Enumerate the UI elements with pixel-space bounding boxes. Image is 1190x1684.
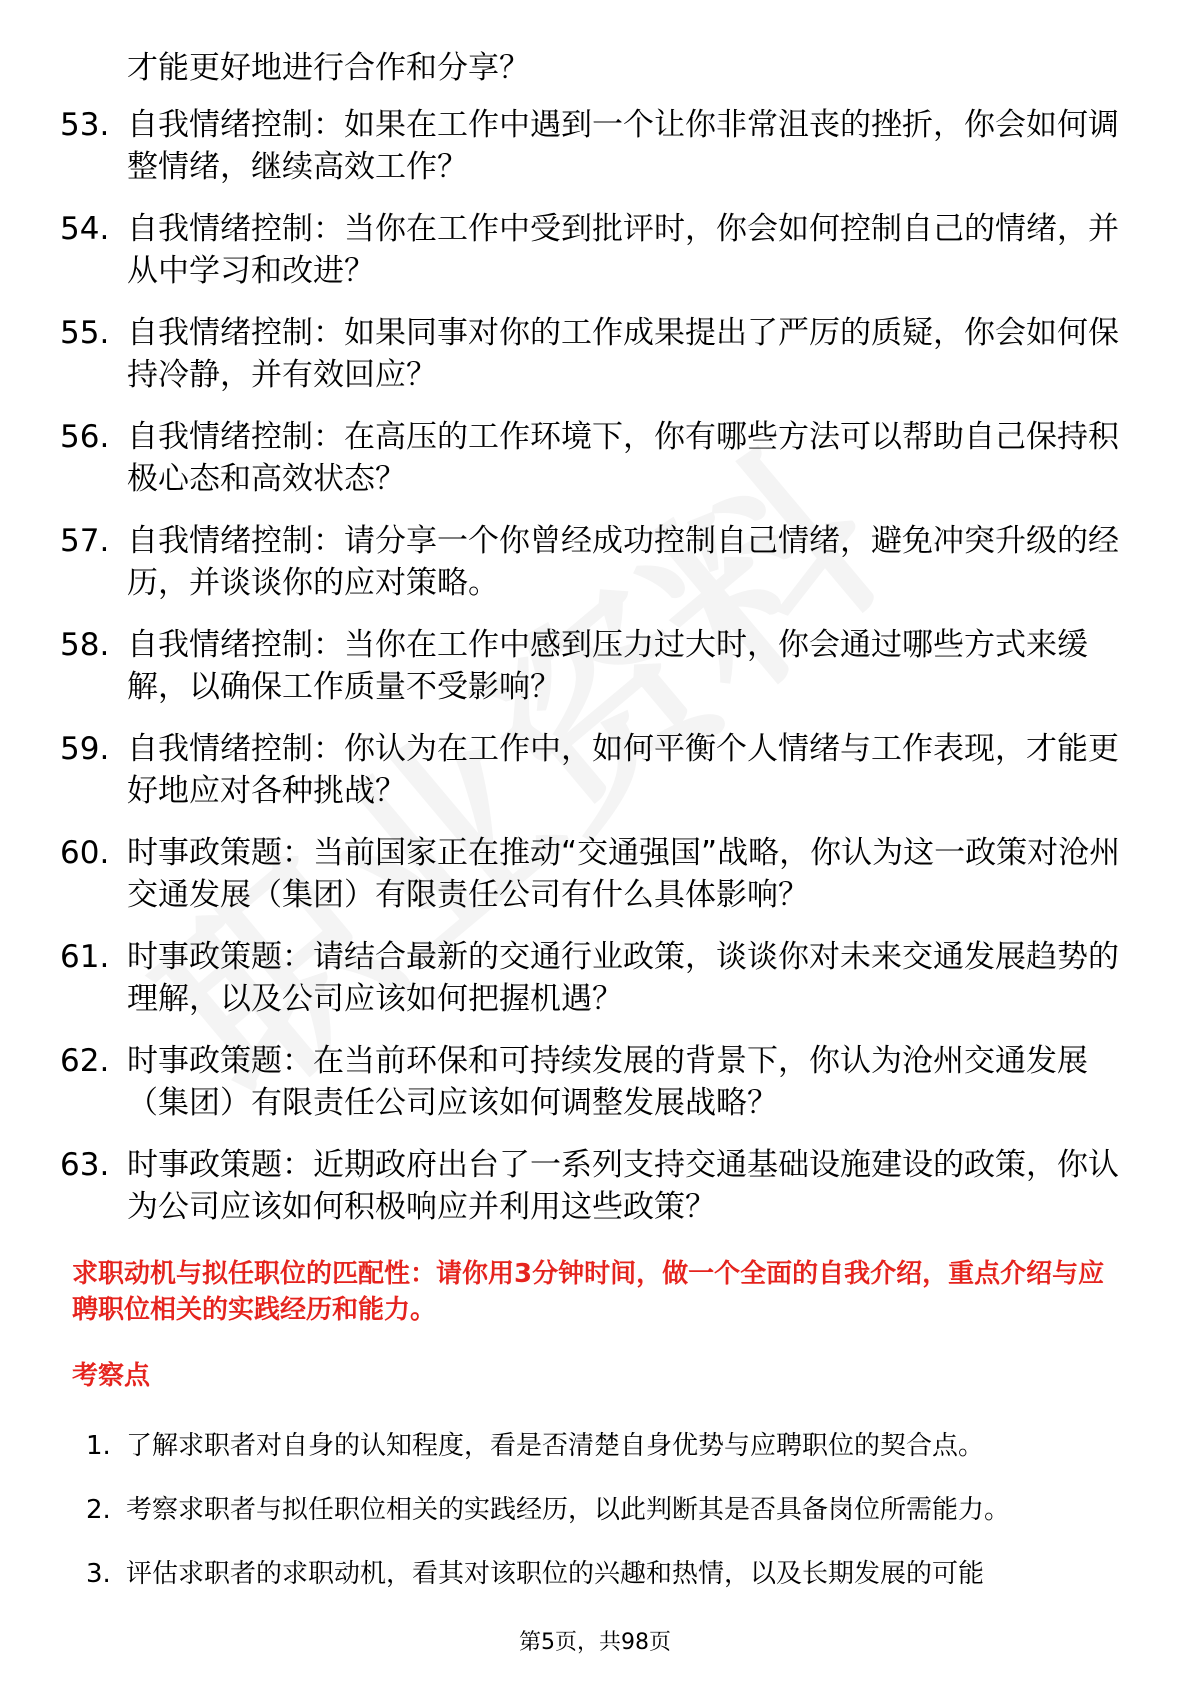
question-number: 55. xyxy=(60,315,110,351)
question-text: 自我情绪控制：你认为在工作中，如何平衡个人情绪与工作表现，才能更好地应对各种挑战？ xyxy=(127,731,1119,809)
list-item xyxy=(60,728,1130,812)
point-text: 考察求职者与拟任职位相关的实践经历，以此判断其是否具备岗位所需能力。 xyxy=(126,1495,1011,1525)
list-item xyxy=(60,1040,1130,1124)
list-item xyxy=(60,1144,1130,1228)
question-text: 自我情绪控制：当你在工作中受到批评时，你会如何控制自己的情绪，并从中学习和改进？ xyxy=(127,211,1119,289)
continuation-line: 才能更好地进行合作和分享？ xyxy=(127,50,530,86)
exam-points-title: 考察点 xyxy=(72,1361,151,1391)
exam-points-list xyxy=(86,1428,1136,1620)
question-number: 57. xyxy=(60,523,110,559)
point-number: 1. xyxy=(86,1431,111,1461)
page-footer: 第5页，共98页 xyxy=(519,1630,671,1655)
question-number: 58. xyxy=(60,627,110,663)
question-number: 60. xyxy=(60,835,110,871)
question-text: 时事政策题：请结合最新的交通行业政策，谈谈你对未来交通发展趋势的理解，以及公司应该如何把握机遇？ xyxy=(127,939,1119,1017)
list-item xyxy=(86,1492,1136,1528)
question-text: 时事政策题：在当前环保和可持续发展的背景下，你认为沧州交通发展（集团）有限责任公司应该如何调整发展战略？ xyxy=(127,1043,1088,1121)
question-number: 56. xyxy=(60,419,110,455)
question-number: 63. xyxy=(60,1147,110,1183)
list-item xyxy=(60,936,1130,1020)
list-item xyxy=(60,520,1130,604)
question-text: 自我情绪控制：如果同事对你的工作成果提出了严厉的质疑，你会如何保持冷静，并有效回应？ xyxy=(127,315,1119,393)
question-number: 54. xyxy=(60,211,110,247)
list-item xyxy=(60,416,1130,500)
question-number: 61. xyxy=(60,939,110,975)
list-item xyxy=(60,624,1130,708)
question-text: 自我情绪控制：请分享一个你曾经成功控制自己情绪，避免冲突升级的经历，并谈谈你的应对策略。 xyxy=(127,523,1119,601)
point-number: 3. xyxy=(86,1559,111,1589)
question-text: 自我情绪控制：在高压的工作环境下，你有哪些方法可以帮助自己保持积极心态和高效状态？ xyxy=(127,419,1119,497)
list-item xyxy=(60,208,1130,292)
question-number: 59. xyxy=(60,731,110,767)
list-item xyxy=(60,312,1130,396)
motive-question-heading: 求职动机与拟任职位的匹配性：请你用3分钟时间，做一个全面的自我介绍，重点介绍与应聘职位相关的实践经历和能力。 xyxy=(72,1259,1105,1325)
list-item xyxy=(60,832,1130,916)
point-text: 了解求职者对自身的认知程度，看是否清楚自身优势与应聘职位的契合点。 xyxy=(126,1431,985,1461)
question-text: 自我情绪控制：当你在工作中感到压力过大时，你会通过哪些方式来缓解，以确保工作质量不受影响？ xyxy=(127,627,1088,705)
question-text: 时事政策题：近期政府出台了一系列支持交通基础设施建设的政策，你认为公司应该如何积极响应并利用这些政策？ xyxy=(127,1147,1119,1225)
point-text: 评估求职者的求职动机，看其对该职位的兴趣和热情，以及长期发展的可能 xyxy=(126,1559,985,1589)
point-number: 2. xyxy=(86,1495,111,1525)
list-item xyxy=(86,1428,1136,1464)
question-text: 自我情绪控制：如果在工作中遇到一个让你非常沮丧的挫折，你会如何调整情绪，继续高效工作？ xyxy=(127,107,1119,185)
question-number: 62. xyxy=(60,1043,110,1079)
question-number: 53. xyxy=(60,107,110,143)
list-item xyxy=(86,1556,1136,1592)
question-text: 时事政策题：当前国家正在推动“交通强国”战略，你认为这一政策对沧州交通发展（集团）有限责任公司有什么具体影响？ xyxy=(127,835,1121,913)
list-item xyxy=(60,104,1130,188)
question-list xyxy=(60,104,1130,1248)
